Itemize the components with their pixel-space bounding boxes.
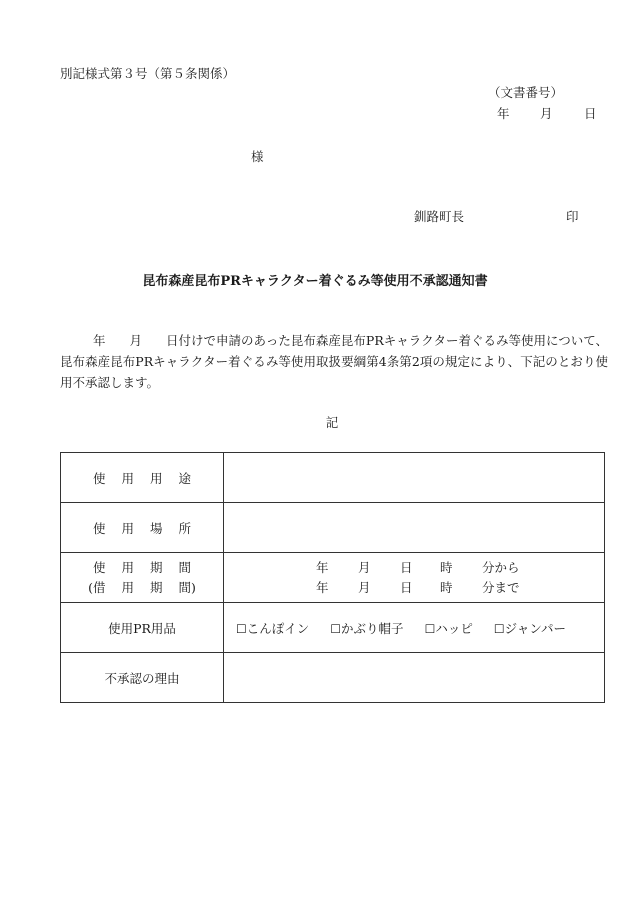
place-value[interactable] (224, 503, 605, 553)
reason-value[interactable] (224, 653, 605, 703)
addressee: 様 (251, 149, 264, 164)
goods-item-kaburi-boushi[interactable]: ☐かぶり帽子 (330, 620, 404, 636)
body-month: 月 (129, 333, 143, 348)
goods-item-jumper[interactable]: ☐ジャンパー (493, 620, 566, 636)
usage-table (60, 452, 605, 703)
table-row (61, 453, 605, 503)
checkbox-icon[interactable]: ☐ (236, 621, 247, 636)
table-row (61, 603, 605, 653)
seal-mark: 印 (566, 209, 579, 224)
purpose-label: 使 用 用 途 (61, 453, 224, 503)
form-number: 別記様式第３号（第５条関係） (60, 66, 236, 81)
goods-item-happi[interactable]: ☐ハッピ (424, 620, 473, 636)
date-day: 日 (584, 106, 597, 121)
period-from: 年 月 日 時 分から (316, 559, 520, 575)
period-label: 使 用 期 間 (借 用 期 間) (61, 553, 224, 603)
checkbox-icon[interactable]: ☐ (330, 621, 342, 636)
issue-date (497, 104, 597, 122)
table-row (61, 653, 605, 703)
document-title: 昆布森産昆布PRキャラクター着ぐるみ等使用不承認通知書 (142, 274, 488, 289)
notice-body (60, 330, 608, 393)
place-label: 使 用 場 所 (61, 503, 224, 553)
reason-label: 不承認の理由 (61, 653, 224, 703)
goods-label: 使用PR用品 (61, 603, 224, 653)
date-year: 年 (497, 106, 510, 121)
body-year: 年 (93, 333, 106, 348)
date-month: 月 (540, 106, 553, 121)
table-row (61, 503, 605, 553)
goods-value (224, 603, 605, 653)
body-sentence: 日付けで申請のあった昆布森産昆布PRキャラクター着ぐるみ等使用について、昆布森産昆布PRキャラクター着ぐるみ等使用取扱要綱第4条第2項の規定により、下記のとおり使用不承認します。 (60, 333, 608, 390)
document-number: （文書番号） (488, 85, 564, 100)
ki-heading: 記 (325, 415, 339, 430)
table-row (61, 553, 605, 603)
issuer-name: 釧路町長 (414, 209, 465, 224)
goods-item-konpoin[interactable]: ☐こんぽイン (236, 620, 310, 636)
checkbox-icon[interactable]: ☐ (493, 621, 505, 636)
purpose-value[interactable] (224, 453, 605, 503)
period-to: 年 月 日 時 分まで (316, 579, 520, 595)
period-value[interactable] (224, 553, 605, 603)
checkbox-icon[interactable]: ☐ (424, 621, 436, 636)
